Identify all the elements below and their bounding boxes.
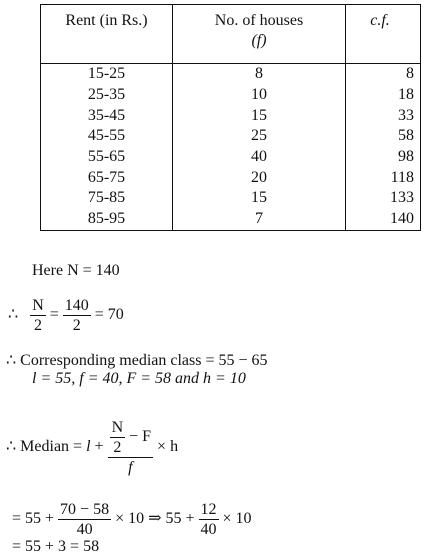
cell-frequency: 15: [173, 105, 346, 126]
substitution-denominator-2: 40: [200, 521, 217, 538]
fraction-denominator: 2: [72, 317, 81, 334]
median-lead: ∴ Median =: [6, 438, 83, 456]
cell-cf: 8: [406, 65, 414, 83]
cell-frequency: 20: [173, 167, 346, 188]
half-n-line: [8, 296, 124, 335]
table-row: [41, 188, 421, 209]
cell-cf: 133: [390, 189, 414, 207]
cell-rent: 35-45: [41, 105, 173, 126]
inner-numerator: N: [111, 419, 124, 436]
cell-rent: 45-55: [41, 126, 173, 147]
cell-rent: 65-75: [41, 167, 173, 188]
table-row: [41, 64, 421, 85]
header-houses-label: No. of houses: [214, 12, 304, 29]
table-row: [41, 147, 421, 168]
fraction-n-over-2: [30, 296, 46, 335]
table-body: [41, 64, 421, 231]
final-answer-line: = 55 + 3 = 58: [12, 538, 100, 555]
cell-rent: 75-85: [41, 188, 173, 209]
cell-rent: 15-25: [41, 64, 173, 85]
substitution-lead: = 55 +: [12, 510, 55, 528]
cell-rent: 85-95: [41, 209, 173, 230]
table-row: [41, 167, 421, 188]
table-row: [41, 209, 421, 230]
fraction-numerator: N: [32, 297, 44, 314]
header-rent: Rent (in Rs.): [41, 5, 173, 64]
header-cf: c.f.: [346, 5, 421, 64]
equals-sign: =: [49, 306, 59, 324]
cell-cf: 118: [390, 168, 414, 186]
cell-cf: 98: [398, 148, 414, 166]
header-houses: [173, 5, 346, 64]
half-result: = 70: [94, 306, 124, 324]
substitution-fraction: [58, 500, 111, 539]
table-row: [41, 105, 421, 126]
cell-frequency: 15: [173, 188, 346, 209]
median-formula-line: [6, 418, 178, 477]
table-header-row: [41, 5, 421, 64]
cell-frequency: 40: [173, 147, 346, 168]
cell-frequency: 8: [173, 64, 346, 85]
substitution-numerator: 70 − 58: [60, 501, 110, 518]
fraction-numerator: 140: [64, 297, 89, 314]
formula-denominator: f: [128, 459, 133, 476]
substitution-tail: × 10: [222, 510, 252, 528]
formula-plus: +: [94, 438, 104, 456]
cell-frequency: 10: [173, 85, 346, 106]
frequency-table: [40, 4, 421, 231]
table-row: [41, 85, 421, 106]
table-row: [41, 126, 421, 147]
formula-numerator: [108, 418, 153, 458]
cell-cf: 58: [398, 127, 414, 145]
substitution-line: [12, 500, 252, 539]
formula-fraction: [108, 418, 153, 477]
substitution-denominator: 40: [76, 521, 93, 538]
values-line: l = 55, f = 40, F = 58 and h = 10: [32, 370, 246, 387]
substitution-numerator-2: 12: [200, 501, 217, 518]
cell-rent: 55-65: [41, 147, 173, 168]
here-n-line: Here N = 140: [32, 262, 120, 279]
cell-frequency: 7: [173, 209, 346, 230]
therefore-symbol: ∴: [8, 306, 19, 324]
formula-inner-fraction: [110, 418, 126, 457]
median-class-line: ∴ Corresponding median class = 55 − 65: [6, 352, 268, 369]
fraction-denominator: 2: [33, 317, 42, 334]
cell-cf: 140: [390, 210, 414, 228]
formula-l: l: [86, 438, 91, 456]
fraction-140-over-2: [63, 296, 91, 335]
substitution-mid: × 10 ⇒ 55 +: [115, 510, 195, 528]
header-houses-symbol: (f): [251, 32, 267, 49]
inner-denominator: 2: [113, 439, 122, 456]
substitution-fraction-2: [199, 500, 219, 539]
cell-cf: 18: [398, 86, 414, 104]
cell-rent: 25-35: [41, 85, 173, 106]
formula-minus-f: − F: [129, 428, 152, 446]
cell-frequency: 25: [173, 126, 346, 147]
formula-times-h: × h: [157, 438, 179, 456]
cell-cf: 33: [398, 106, 414, 124]
